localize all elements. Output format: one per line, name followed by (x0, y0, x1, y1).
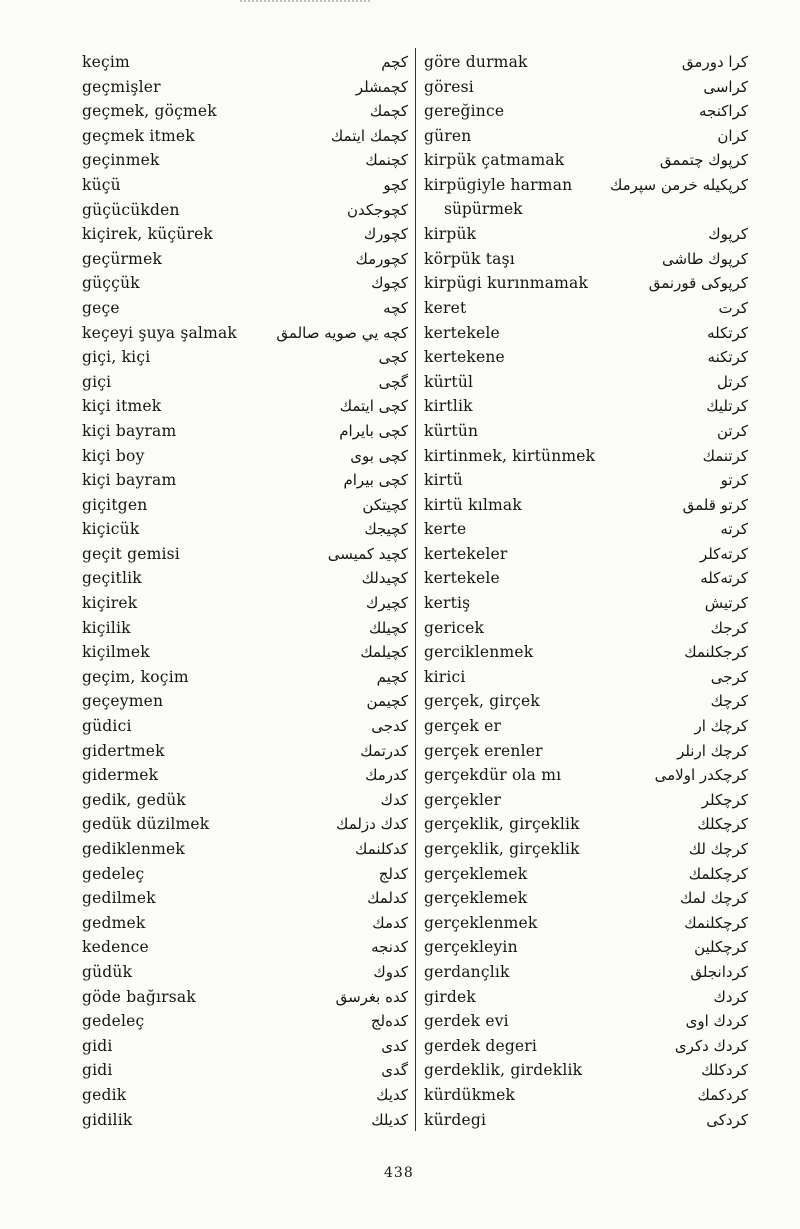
dictionary-entry (78, 321, 412, 346)
entry-latin: göre durmak (424, 53, 528, 71)
entry-arabic: كچى بوى (350, 446, 408, 465)
entry-arabic: كردكى (706, 1110, 748, 1129)
entry-latin: kiçicük (82, 520, 140, 539)
dictionary-entry (420, 591, 752, 616)
dictionary-entry (420, 271, 752, 296)
left-column (78, 50, 412, 1132)
dictionary-entry (420, 148, 752, 173)
entry-latin: gedeleç (82, 1012, 145, 1031)
entry-arabic: كچه (383, 298, 408, 317)
dictionary-entry (78, 911, 412, 936)
entry-arabic: كردانجلق (690, 962, 748, 981)
entry-arabic: كراكنجه (699, 102, 748, 121)
dictionary-entry (420, 1108, 752, 1133)
entry-latin: gerçeklik, girçeklik (424, 840, 580, 858)
entry-arabic: كرتكنه (707, 348, 748, 367)
entry-latin: geçürmek (82, 249, 163, 268)
entry-arabic: كرجك (710, 618, 748, 637)
dictionary-entry (78, 960, 412, 985)
entry-arabic: كچى (378, 348, 408, 367)
entry-arabic: كچورمك (355, 249, 408, 268)
entry-latin: gerçekler (424, 790, 502, 809)
entry-arabic: كدك دزلمك (336, 815, 408, 834)
dictionary-entry (78, 419, 412, 444)
entry-arabic: كرجى (710, 667, 748, 686)
dictionary-entry (78, 394, 412, 419)
entry-arabic: گدى (381, 1061, 408, 1080)
dictionary-entry (78, 714, 412, 739)
entry-latin: geçe (82, 298, 120, 317)
entry-arabic: كده‌لج (370, 1012, 408, 1031)
entry-latin: keçeyi şuya şalmak (82, 323, 238, 342)
dictionary-entry (78, 689, 412, 714)
dictionary-entry (78, 1009, 412, 1034)
dictionary-entry (420, 763, 752, 788)
entry-latin-continued: süpürmek (444, 199, 523, 218)
entry-latin: gerçek er (424, 717, 502, 736)
entry-latin: gerdek evi (424, 1012, 509, 1031)
entry-arabic: كردك (713, 987, 748, 1006)
entry-latin: kirtinmek, kirtünmek (424, 446, 596, 465)
entry-arabic: كرچك ارنلر (677, 741, 748, 760)
entry-arabic: كرپوك چتممق (659, 151, 748, 170)
entry-latin: gerçekdür ola mı (424, 766, 562, 785)
entry-latin: göresi (424, 77, 474, 96)
entry-arabic: كدك (380, 790, 408, 809)
dictionary-entry (420, 444, 752, 469)
dictionary-entry (78, 837, 412, 862)
dictionary-entry (420, 1083, 752, 1108)
entry-latin: güdici (82, 717, 132, 736)
entry-arabic: كرتيش (704, 594, 748, 613)
entry-latin: güren (424, 126, 472, 145)
entry-arabic: كدنجه (371, 938, 408, 957)
entry-arabic: كدوك (373, 962, 408, 981)
entry-arabic: كرچكلك (697, 815, 748, 834)
entry-arabic: كرچكلمك (688, 864, 748, 883)
entry-latin: geçit gemisi (82, 544, 180, 563)
entry-latin: kirtlik (424, 397, 473, 416)
dictionary-entry (420, 296, 752, 321)
dictionary-entry (78, 173, 412, 198)
entry-latin: kirpügi kurınmamak (424, 274, 589, 293)
entry-latin: gedik, gedük (82, 790, 187, 809)
dictionary-entry (420, 50, 752, 75)
entry-latin: gerçeklemek (424, 864, 528, 883)
dictionary-entry (78, 222, 412, 247)
entry-latin: kertekele (424, 569, 500, 588)
dictionary-entry (420, 837, 752, 862)
entry-latin: gediklenmek (82, 840, 185, 858)
dictionary-entry (78, 198, 412, 223)
entry-latin: giçitgen (82, 495, 148, 514)
entry-arabic: كرا دورمق (681, 53, 748, 71)
dictionary-entry (78, 517, 412, 542)
entry-latin: gidermek (82, 766, 159, 785)
entry-latin: güdük (82, 962, 133, 981)
entry-latin: göde bağırsak (82, 987, 196, 1006)
entry-arabic: كرتن (716, 421, 748, 440)
entry-latin: kiçi itmek (82, 397, 162, 416)
dictionary-entry (420, 985, 752, 1010)
dictionary-entry (78, 739, 412, 764)
dictionary-entry (420, 394, 752, 419)
dictionary-entry (420, 1034, 752, 1059)
dictionary-entry (420, 862, 752, 887)
entry-latin: gidertmek (82, 741, 165, 760)
entry-arabic: كردكمك (697, 1085, 748, 1104)
entry-latin: gereğince (424, 102, 505, 121)
dictionary-entry (78, 616, 412, 641)
entry-latin: gidi (82, 1036, 113, 1055)
entry-latin: gerdançlık (424, 962, 510, 981)
entry-arabic: كدكلنمك (355, 840, 408, 858)
entry-latin: körpük taşı (424, 249, 515, 268)
dictionary-entry (78, 640, 412, 665)
entry-arabic: كده بغرسق (335, 987, 408, 1006)
entry-latin: kiçi bayram (82, 471, 177, 490)
entry-arabic: كرته‌كلر (699, 544, 748, 563)
entry-latin: gerçek, girçek (424, 692, 540, 711)
entry-arabic: كچمك ايتمك (330, 126, 408, 145)
dictionary-entry (420, 321, 752, 346)
dictionary-entry (420, 468, 752, 493)
entry-arabic: كچيتكن (362, 495, 408, 514)
dictionary-entry (420, 124, 752, 149)
entry-latin: gidilik (82, 1110, 133, 1129)
entry-arabic: كچه يي صويه صالمق (276, 323, 408, 342)
dictionary-entry (420, 419, 752, 444)
entry-latin: gidi (82, 1061, 113, 1080)
entry-latin: geçeymen (82, 692, 164, 711)
entry-latin: geçmişler (82, 77, 161, 96)
dictionary-entry (78, 271, 412, 296)
entry-arabic: كچيلك (369, 618, 408, 637)
entry-latin: geçinmek (82, 151, 160, 170)
entry-arabic: كرچك ار (694, 717, 748, 736)
right-column (420, 50, 752, 1132)
entry-arabic: كران (717, 126, 748, 145)
entry-latin: kürtün (424, 421, 479, 440)
entry-latin: geçmek, göçmek (82, 102, 217, 121)
entry-arabic: كدمك (372, 913, 408, 932)
dictionary-entry (78, 1058, 412, 1083)
entry-arabic: كچورك (363, 225, 408, 244)
entry-latin: kedence (82, 938, 149, 957)
dictionary-entry (78, 370, 412, 395)
dictionary-entry (420, 517, 752, 542)
dictionary-entry (78, 148, 412, 173)
entry-arabic: كرتو قلمق (682, 495, 748, 514)
entry-arabic: كچيد كميسى (327, 544, 408, 563)
entry-arabic: كچيجك (364, 520, 408, 539)
entry-latin: keçim (82, 53, 130, 71)
dictionary-entry (78, 124, 412, 149)
entry-latin: gedilmek (82, 889, 156, 908)
dictionary-entry (78, 985, 412, 1010)
entry-arabic: كرچك لمك (680, 889, 748, 908)
dictionary-entry (78, 296, 412, 321)
entry-arabic: كرتو (720, 471, 748, 490)
entry-arabic: كرچكدر اولامى (654, 766, 748, 785)
entry-latin: gerdeklik, girdeklik (424, 1061, 583, 1080)
entry-arabic: كچنمك (365, 151, 408, 170)
entry-latin: gerçek erenler (424, 741, 543, 760)
dictionary-entry (420, 222, 752, 247)
entry-latin: kiçilik (82, 618, 131, 637)
entry-arabic: گچى (378, 372, 408, 391)
dictionary-entry (78, 935, 412, 960)
entry-arabic: كرتليك (706, 397, 748, 416)
entry-latin: gedeleç (82, 864, 145, 883)
entry-arabic: كچم (381, 53, 408, 71)
dictionary-entry (420, 640, 752, 665)
entry-arabic: كچمك (369, 102, 408, 121)
entry-latin: geçim, koçim (82, 667, 189, 686)
dictionary-entry (78, 1108, 412, 1133)
entry-latin: gericek (424, 618, 485, 637)
entry-arabic: كرتكله (707, 323, 748, 342)
entry-arabic: كرپكيله خرمن سپرمك (610, 175, 748, 194)
entry-arabic: كچيرك (366, 594, 408, 613)
entry-arabic: كرت (718, 298, 748, 317)
dictionary-entry (420, 714, 752, 739)
dictionary-entry (420, 788, 752, 813)
entry-arabic: كچوجكدن (346, 200, 408, 219)
entry-arabic: كدرمك (365, 766, 408, 785)
entry-arabic: كچى بيرام (343, 471, 408, 490)
entry-latin: geçmek itmek (82, 126, 195, 145)
entry-latin: gerciklenmek (424, 643, 534, 662)
dictionary-entry (78, 886, 412, 911)
dictionary-entry (420, 616, 752, 641)
dictionary-entry (420, 665, 752, 690)
dictionary-entry (78, 1083, 412, 1108)
entry-arabic: كرتنمك (702, 446, 748, 465)
entry-arabic: كرپوكى قورنمق (648, 274, 748, 293)
entry-arabic: كچمشلر (355, 77, 408, 96)
dictionary-entry (78, 862, 412, 887)
entry-latin: kertiş (424, 594, 471, 613)
entry-arabic: كرپوك طاشى (661, 249, 748, 268)
dictionary-entry (420, 689, 752, 714)
entry-latin: güççük (82, 274, 140, 293)
entry-latin: gedük düzilmek (82, 815, 210, 834)
entry-arabic: كدلمك (367, 889, 408, 908)
dictionary-entry (420, 1058, 752, 1083)
entry-arabic: كدلج (378, 864, 408, 883)
dictionary-entry (78, 788, 412, 813)
entry-latin: kertekene (424, 348, 505, 367)
entry-arabic: كردكلك (701, 1061, 748, 1080)
dictionary-entry (78, 665, 412, 690)
entry-latin: kirpügiyle harman (424, 175, 573, 194)
entry-latin: girdek (424, 987, 476, 1006)
top-scan-mark (240, 0, 370, 6)
dictionary-entry (78, 50, 412, 75)
dictionary-entry (420, 960, 752, 985)
dictionary-entry (78, 247, 412, 272)
entry-arabic: كچيلمك (360, 643, 408, 662)
entry-latin: geçitlik (82, 569, 142, 588)
entry-arabic: كرچكلين (694, 938, 748, 957)
entry-arabic: كرجكلنمك (684, 643, 748, 662)
entry-arabic: كراسى (703, 77, 748, 96)
entry-arabic: كدرتمك (360, 741, 408, 760)
entry-latin: kiçirek, küçürek (82, 225, 214, 244)
entry-latin: keret (424, 298, 467, 317)
dictionary-entry (78, 444, 412, 469)
entry-latin: kirtü (424, 471, 463, 490)
entry-arabic: كديلك (371, 1110, 408, 1129)
entry-latin: kiçi bayram (82, 421, 177, 440)
dictionary-entry (420, 493, 752, 518)
entry-arabic: كچيم (376, 667, 408, 686)
dictionary-entry (78, 812, 412, 837)
entry-arabic: كچوك (371, 274, 408, 293)
entry-latin: kertekeler (424, 544, 508, 563)
column-divider (415, 48, 416, 1131)
entry-arabic: كرتل (717, 372, 748, 391)
entry-latin: gerçeklik, girçeklik (424, 815, 580, 834)
dictionary-entry (420, 99, 752, 124)
entry-arabic: كديك (376, 1085, 408, 1104)
entry-latin: gedik (82, 1085, 127, 1104)
entry-arabic: كردك دكرى (674, 1036, 748, 1055)
entry-latin: küçü (82, 175, 121, 194)
dictionary-entry (420, 542, 752, 567)
entry-latin: giçi (82, 372, 112, 391)
entry-arabic: كرچك (710, 692, 748, 711)
dictionary-entry (78, 468, 412, 493)
entry-latin: gerçeklenmek (424, 913, 538, 932)
entry-arabic: كردك اوى (685, 1012, 748, 1031)
dictionary-entry (78, 345, 412, 370)
entry-arabic: كچى بايرام (339, 421, 408, 440)
entry-latin: güçücükden (82, 200, 180, 219)
entry-arabic: كرته (720, 520, 748, 539)
dictionary-entry (420, 886, 752, 911)
dictionary-entry (420, 1009, 752, 1034)
page-number: 438 (384, 1165, 414, 1181)
dictionary-entry (78, 99, 412, 124)
dictionary-entry (78, 566, 412, 591)
entry-latin: kirtü kılmak (424, 495, 522, 514)
dictionary-entry (78, 763, 412, 788)
entry-latin: kürdegi (424, 1110, 487, 1129)
entry-arabic: كچى ايتمك (339, 397, 408, 416)
dictionary-entry (78, 542, 412, 567)
dictionary-entry (420, 345, 752, 370)
entry-arabic: كرته‌كله (700, 569, 748, 588)
entry-latin: gedmek (82, 913, 146, 932)
entry-arabic: كرپوك (708, 225, 748, 244)
dictionary-entry (78, 1034, 412, 1059)
entry-latin: kirpük (424, 225, 477, 244)
dictionary-entry (420, 247, 752, 272)
entry-latin: kerte (424, 520, 467, 539)
dictionary-entry (78, 493, 412, 518)
entry-arabic: كچو (383, 175, 408, 194)
entry-arabic: كرچكلنمك (684, 913, 748, 932)
dictionary-entry (420, 75, 752, 100)
entry-latin: gerdek degeri (424, 1036, 538, 1055)
dictionary-entry (420, 173, 752, 222)
entry-arabic: كدجى (371, 717, 408, 736)
dictionary-entry (78, 591, 412, 616)
entry-latin: kürdükmek (424, 1085, 516, 1104)
dictionary-entry (420, 370, 752, 395)
entry-latin: kirici (424, 667, 466, 686)
entry-latin: kiçi boy (82, 446, 145, 465)
dictionary-entry (420, 739, 752, 764)
entry-latin: kürtül (424, 372, 474, 391)
entry-latin: gerçeklemek (424, 889, 528, 908)
entry-latin: kiçirek (82, 594, 138, 613)
entry-latin: giçi, kiçi (82, 348, 151, 367)
entry-arabic: كچيمن (366, 692, 408, 711)
entry-arabic: كرچكلر (701, 790, 748, 809)
entry-latin: kiçilmek (82, 643, 150, 662)
entry-arabic: كرچك لك (688, 840, 748, 858)
dictionary-entry (420, 911, 752, 936)
entry-latin: kertekele (424, 323, 500, 342)
dictionary-entry (420, 566, 752, 591)
dictionary-entry (420, 812, 752, 837)
entry-arabic: كچيدلك (361, 569, 408, 588)
entry-latin: kirpük çatmamak (424, 151, 565, 170)
entry-latin: gerçekleyin (424, 938, 518, 957)
entry-arabic: كدى (381, 1036, 408, 1055)
dictionary-entry (78, 75, 412, 100)
dictionary-entry (420, 935, 752, 960)
